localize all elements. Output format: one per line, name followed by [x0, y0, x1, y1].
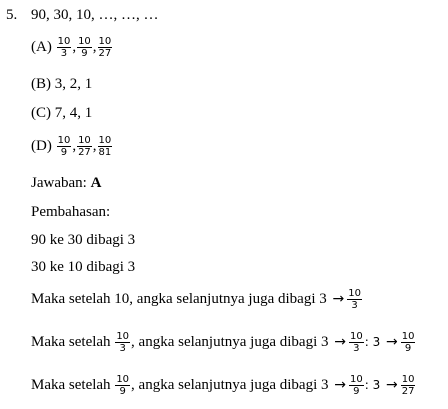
fraction: $\frac{10}{9}$ — [116, 374, 130, 397]
option-letter: (C) — [31, 105, 51, 121]
fraction: $\frac{10}{9}$ — [57, 135, 71, 158]
fraction: $\frac{10}{27}$ — [78, 135, 91, 158]
fraction: $\frac{10}{3}$ — [349, 331, 363, 354]
answer-line — [31, 174, 101, 192]
fraction: $\frac{10}{9}$ — [401, 331, 415, 354]
option-d: (D) $\frac{10}{9}$ , $\frac{10}{27}$ , $\frac{10}{81}$ — [31, 135, 112, 158]
explanation-line-1: 90 ke 30 dibagi 3 — [31, 232, 136, 248]
question-number: 5. — [6, 7, 18, 23]
option-b — [31, 75, 92, 93]
fraction: $\frac{10}{3}$ — [57, 36, 71, 59]
explanation-line-4: Maka setelah $\frac{10}{3}$ , angka selanjutnya juga dibagi 3 → $\frac{10}{3}$ : 3 → $\frac{10}{9}$ — [31, 331, 415, 354]
fraction: $\frac{10}{27}$ — [401, 374, 415, 397]
explanation-title: Pembahasan: — [31, 204, 111, 220]
option-a: (A) $\frac{10}{3}$ , $\frac{10}{9}$ , $\frac{10}{27}$ — [31, 36, 112, 59]
fraction: $\frac{10}{9}$ — [78, 36, 91, 59]
option-text: 7, 4, 1 — [54, 105, 93, 121]
explanation-line-3: Maka setelah 10, angka selanjutnya juga dibagi 3 → $\frac{10}{3}$ — [31, 288, 361, 311]
arrow-icon: → — [334, 333, 346, 350]
arrow-icon: → — [385, 333, 398, 350]
answer-value: A — [90, 175, 102, 191]
arrow-icon: → — [332, 290, 345, 307]
fraction: $\frac{10}{81}$ — [98, 135, 112, 158]
fraction: $\frac{10}{9}$ — [349, 374, 363, 397]
fraction: $\frac{10}{27}$ — [98, 36, 112, 59]
option-text: 3, 2, 1 — [54, 76, 93, 92]
option-letter: (D) — [31, 137, 52, 154]
option-letter: (A) — [31, 38, 52, 55]
explanation-line-2: 30 ke 10 dibagi 3 — [31, 259, 136, 275]
question-sequence: 90, 30, 10, …, …, … — [31, 7, 159, 23]
answer-label: Jawaban: — [31, 175, 87, 191]
arrow-icon: → — [334, 376, 346, 393]
fraction: $\frac{10}{3}$ — [348, 288, 361, 311]
explanation-line-5: Maka setelah $\frac{10}{9}$ , angka selanjutnya juga dibagi 3 → $\frac{10}{9}$ : 3 → $\frac{10}{27}$ — [31, 374, 415, 397]
option-letter: (B) — [31, 76, 51, 92]
fraction: $\frac{10}{3}$ — [116, 331, 130, 354]
option-c — [31, 104, 92, 122]
arrow-icon: → — [385, 376, 398, 393]
